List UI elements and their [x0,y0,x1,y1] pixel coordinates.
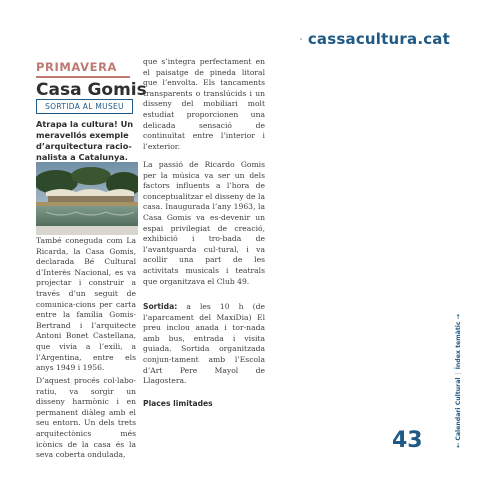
brand-logo [300,28,450,50]
limited-places-note: Places limitades [143,399,213,408]
page-title: Casa Gomis [36,80,147,100]
lead-text: Atrapa la cultura! Un meravellós exemple d’arquitectura racio-nalista a Catalunya. [36,119,134,162]
category-tag: SORTIDA AL MUSEU [36,99,133,114]
page-number: 43 [392,428,423,453]
side-nav-text [452,248,466,448]
brand-name: cassacultura.cat [307,30,450,48]
body-column-1b [36,376,136,461]
outing-info [143,302,265,387]
paragraph: D’aquest procés col·labo-ratiu, va sorgir un disseny harmònic i en permanent diàleg amb el seu entorn. Un dels trets arquitectònics més icònics de la casa és la seva coberta ondulada, [36,376,136,460]
body-column-1a [36,236,136,374]
body-column-2a [143,57,265,152]
paragraph [143,302,265,387]
outing-details: a les 10 h (de l’aparcament del MaxiDia) El preu inclou anada i tor-nada amb bus, entrada i visita guiada. Sortida organitzada conjun-tament amb l’Escola d’Art Pere Mayol de Llagostera. [143,302,265,386]
season-heading: PRIMAVERA [36,60,130,78]
paragraph: que s’integra perfectament en el paisatge de pineda litoral que l’envolta. Els tancaments transparents o translúcids i un disseny del mobiliari molt estudiat proporcionen una delicada sensació de continuïtat entre l’interior i l’exterior. [143,57,265,151]
body-column-2b [143,160,265,287]
nav-separator: | [455,372,462,375]
paragraph: També coneguda com La Ricarda, la Casa Gomis, declarada Bé Cultural d’Interès Nacional, es va projectar i construir a través d’un seguit de comunica-cions per carta entre la família Gomis-Bertrand i l’arquitecte Antoni Bonet Castellana, que vivia a l’exili, a l’Argentina, entre els anys 1949 i 1956. [36,236,136,373]
thematic-index-link[interactable]: Índex temàtic → [455,314,462,370]
side-navigation [452,248,466,448]
megaphone-icon [300,30,302,48]
casa-gomis-photo [36,162,138,235]
building-illustration [36,162,138,235]
outing-label: Sortida: [143,302,178,311]
paragraph: La passió de Ricardo Gomis per la música va ser un dels factors influents a l’hora de conceptualitzar el disseny de la casa. Inaugurada l’any 1963, la Casa Gomis va es-devenir un espai privilegiat de creació, exhibició i tro-bada de l’avantguarda cul-tural, i va acollir una part de les activitats musicals i teatrals que organitzava el Club 49. [143,160,265,286]
calendar-link[interactable]: ← Calendari Cultural [455,377,462,448]
